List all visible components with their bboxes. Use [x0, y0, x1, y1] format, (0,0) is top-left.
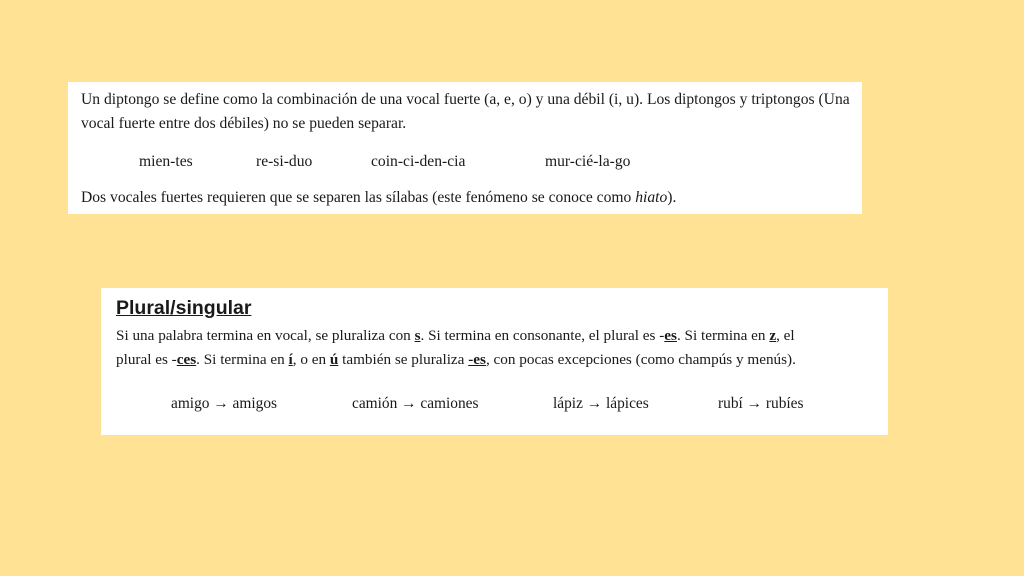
diptongos-card	[68, 82, 862, 214]
plural-examples	[116, 392, 876, 416]
letter-u-accent: ú	[329, 351, 339, 368]
suffix-ces: ces	[176, 351, 197, 368]
diptongo-examples	[81, 150, 850, 174]
suffix-es-2: -es	[468, 351, 486, 368]
diptongo-definition: Un diptongo se define como la combinación de una vocal fuerte (a, e, o) y una débil (i, u). Los diptongos y triptongos (Una vocal fuerte entre dos débiles) no se pueden separar.	[81, 91, 850, 132]
hiato-sentence: Dos vocales fuertes requieren que se separen las sílabas (este fenómeno se conoce como hiato).	[81, 189, 677, 206]
letter-z: z	[769, 327, 777, 344]
example-word: coin-ci-den-cia	[371, 153, 466, 170]
letter-i-accent: í	[288, 351, 293, 368]
plural-card	[101, 288, 888, 435]
hiato-term: hiato	[635, 189, 668, 206]
section-title: Plural/singular	[116, 297, 252, 319]
example-word: mur-cié-la-go	[545, 153, 631, 170]
example-word: mien-tes	[139, 153, 193, 170]
suffix-es: es	[664, 327, 677, 344]
plural-rule-line-2: plural es -ces. Si termina en í, o en ú también se pluraliza -es, con pocas excepciones (como champús y menús).	[116, 351, 796, 368]
plural-example: lápiz → lápices	[553, 395, 649, 412]
plural-rule-line-1: Si una palabra termina en vocal, se pluraliza con s. Si termina en consonante, el plural es -es. Si termina en z, el	[116, 327, 795, 344]
plural-example: camión → camiones	[352, 395, 479, 412]
suffix-s: s	[414, 327, 421, 344]
example-word: re-si-duo	[256, 153, 313, 170]
plural-example: amigo → amigos	[171, 395, 278, 412]
plural-example: rubí → rubíes	[718, 395, 804, 412]
